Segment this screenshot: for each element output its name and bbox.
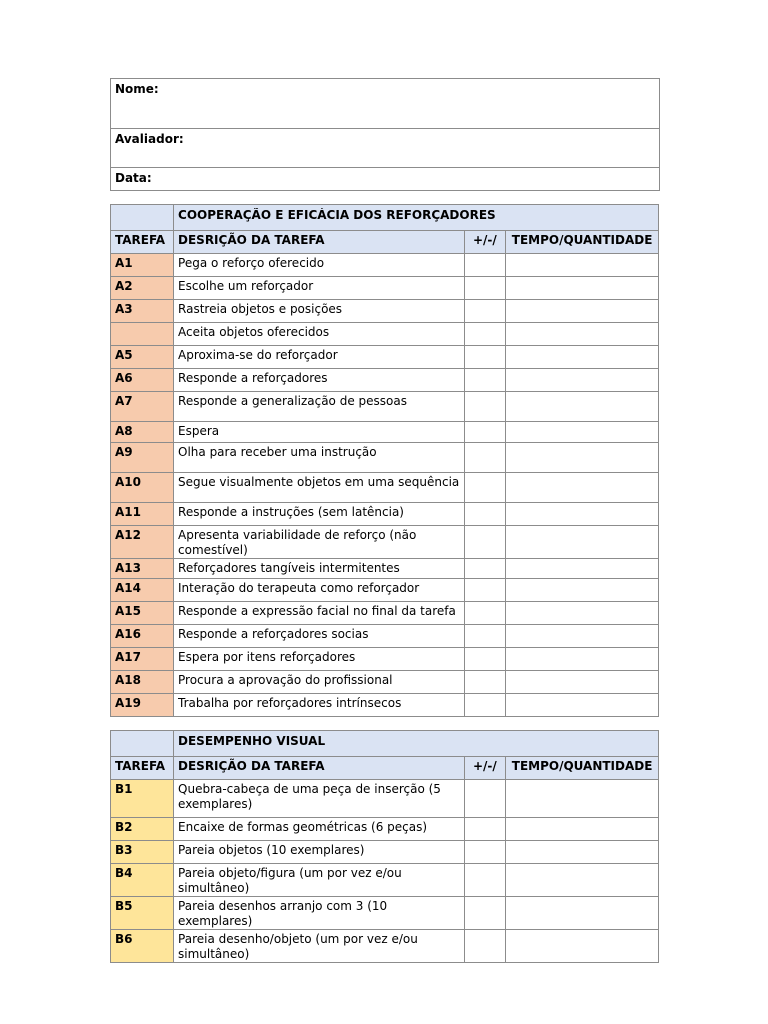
task-description: Escolhe um reforçador (178, 279, 314, 293)
tempo-cell[interactable] (506, 346, 659, 369)
task-code: A3 (111, 300, 174, 323)
col-score: +/-/ (472, 759, 497, 773)
score-cell[interactable] (464, 897, 506, 930)
task-code: B6 (111, 930, 174, 963)
tempo-cell[interactable] (506, 443, 659, 473)
task-description: Interação do terapeuta como reforçador (178, 581, 420, 595)
tempo-cell[interactable] (506, 648, 659, 671)
tempo-cell[interactable] (506, 254, 659, 277)
task-description: Apresenta variabilidade de reforço (não comestível) (178, 528, 417, 557)
score-cell[interactable] (464, 443, 506, 473)
score-cell[interactable] (464, 625, 506, 648)
task-code: B4 (111, 864, 174, 897)
tempo-cell[interactable] (506, 671, 659, 694)
col-tempo: TEMPO/QUANTIDADE (506, 231, 659, 254)
task-description: Rastreia objetos e posições (178, 302, 343, 316)
section-a-table (110, 204, 659, 717)
task-code: B2 (111, 818, 174, 841)
score-cell[interactable] (464, 559, 506, 579)
task-description: Segue visualmente objetos em uma sequência (178, 475, 460, 489)
task-row (111, 864, 659, 897)
nome-label: Nome: (115, 82, 159, 96)
task-description: Pareia desenho/objeto (um por vez e/ou simultâneo) (178, 932, 418, 961)
task-code: A6 (111, 369, 174, 392)
task-description: Pareia objeto/figura (um por vez e/ou simultâneo) (178, 866, 402, 895)
task-description: Responde a expressão facial no final da tarefa (178, 604, 456, 618)
task-row (111, 559, 659, 579)
task-description: Olha para receber uma instrução (178, 445, 377, 459)
avaliador-label: Avaliador: (115, 132, 184, 146)
task-description: Responde a reforçadores socias (178, 627, 369, 641)
score-cell[interactable] (464, 392, 506, 422)
tempo-cell[interactable] (506, 300, 659, 323)
task-code: A9 (111, 443, 174, 473)
task-description: Espera (178, 424, 220, 438)
task-code (111, 323, 174, 346)
tempo-cell[interactable] (506, 323, 659, 346)
task-description: Responde a reforçadores (178, 371, 328, 385)
task-code: A12 (111, 526, 174, 559)
col-desc: DESRIÇÃO DA TAREFA (174, 231, 465, 254)
tempo-cell[interactable] (506, 559, 659, 579)
col-tarefa: TAREFA (111, 757, 174, 780)
task-code: A16 (111, 625, 174, 648)
tempo-cell[interactable] (506, 369, 659, 392)
task-code: A17 (111, 648, 174, 671)
task-description: Pareia desenhos arranjo com 3 (10 exemplares) (178, 899, 388, 928)
tempo-cell[interactable] (506, 864, 659, 897)
task-code: A13 (111, 559, 174, 579)
task-code: A7 (111, 392, 174, 422)
task-description: Responde a generalização de pessoas (178, 394, 407, 408)
section-a-header-row (111, 231, 659, 254)
task-row (111, 671, 659, 694)
task-row (111, 694, 659, 717)
task-row (111, 422, 659, 443)
section-a-title: COOPERAÇÃO E EFICÁCIA DOS REFORÇADORES (178, 208, 496, 222)
task-code: B3 (111, 841, 174, 864)
task-row (111, 648, 659, 671)
score-cell[interactable] (464, 864, 506, 897)
task-row (111, 579, 659, 602)
task-row (111, 443, 659, 473)
task-row (111, 369, 659, 392)
task-row (111, 930, 659, 963)
section-b-title-row (111, 731, 659, 757)
score-cell[interactable] (464, 671, 506, 694)
data-label: Data: (115, 171, 152, 185)
task-code: A11 (111, 503, 174, 526)
tempo-cell[interactable] (506, 780, 659, 818)
task-code: A5 (111, 346, 174, 369)
avaliador-field[interactable] (111, 129, 660, 168)
score-cell[interactable] (464, 694, 506, 717)
task-description: Reforçadores tangíveis intermitentes (178, 561, 400, 575)
task-row (111, 602, 659, 625)
col-tarefa: TAREFA (111, 231, 174, 254)
tempo-cell[interactable] (506, 841, 659, 864)
task-description: Pareia objetos (10 exemplares) (178, 843, 365, 857)
task-row (111, 473, 659, 503)
tempo-cell[interactable] (506, 473, 659, 503)
task-code: A15 (111, 602, 174, 625)
task-description: Espera por itens reforçadores (178, 650, 356, 664)
task-row (111, 841, 659, 864)
assessment-form (110, 78, 659, 963)
score-cell[interactable] (464, 369, 506, 392)
task-description: Pega o reforço oferecido (178, 256, 325, 270)
task-description: Responde a instruções (sem latência) (178, 505, 404, 519)
score-cell[interactable] (464, 841, 506, 864)
tempo-cell[interactable] (506, 277, 659, 300)
task-row (111, 346, 659, 369)
tempo-cell[interactable] (506, 694, 659, 717)
score-cell[interactable] (464, 930, 506, 963)
score-cell[interactable] (464, 602, 506, 625)
tempo-cell[interactable] (506, 625, 659, 648)
task-row (111, 526, 659, 559)
score-cell[interactable] (464, 277, 506, 300)
score-cell[interactable] (464, 780, 506, 818)
score-cell[interactable] (464, 300, 506, 323)
identification-table (110, 78, 660, 191)
section-b-table (110, 730, 659, 963)
tempo-cell[interactable] (506, 526, 659, 559)
section-b-title: DESEMPENHO VISUAL (174, 731, 659, 757)
tempo-cell[interactable] (506, 422, 659, 443)
tempo-cell[interactable] (506, 818, 659, 841)
score-cell[interactable] (464, 818, 506, 841)
score-cell[interactable] (464, 422, 506, 443)
task-row (111, 818, 659, 841)
task-row (111, 323, 659, 346)
task-row (111, 625, 659, 648)
section-b-header-row (111, 757, 659, 780)
task-code: A2 (111, 277, 174, 300)
task-row (111, 300, 659, 323)
task-code: A18 (111, 671, 174, 694)
score-cell[interactable] (464, 323, 506, 346)
task-row (111, 392, 659, 422)
score-cell[interactable] (464, 346, 506, 369)
score-cell[interactable] (464, 473, 506, 503)
task-description: Trabalha por reforçadores intrínsecos (178, 696, 402, 710)
tempo-cell[interactable] (506, 392, 659, 422)
task-description: Aceita objetos oferecidos (178, 325, 330, 339)
task-code: A1 (111, 254, 174, 277)
task-row (111, 254, 659, 277)
score-cell[interactable] (464, 503, 506, 526)
data-field[interactable] (111, 168, 660, 191)
task-row (111, 780, 659, 818)
tempo-cell[interactable] (506, 503, 659, 526)
tempo-cell[interactable] (506, 897, 659, 930)
task-description: Quebra-cabeça de uma peça de inserção (5 exemplares) (178, 782, 441, 811)
task-row (111, 897, 659, 930)
task-description: Aproxima-se do reforçador (178, 348, 338, 362)
nome-field[interactable] (111, 79, 660, 129)
task-code: A8 (111, 422, 174, 443)
task-code: B1 (111, 780, 174, 818)
task-row (111, 277, 659, 300)
tempo-cell[interactable] (506, 930, 659, 963)
task-row (111, 503, 659, 526)
col-desc: DESRIÇÃO DA TAREFA (174, 757, 465, 780)
task-description: Procura a aprovação do profissional (178, 673, 393, 687)
score-cell[interactable] (464, 254, 506, 277)
task-code: A19 (111, 694, 174, 717)
score-cell[interactable] (464, 648, 506, 671)
score-cell[interactable] (464, 579, 506, 602)
task-description: Encaixe de formas geométricas (6 peças) (178, 820, 428, 834)
task-code: B5 (111, 897, 174, 930)
section-a-title-row (111, 205, 659, 231)
col-score: +/-/ (472, 233, 497, 247)
score-cell[interactable] (464, 526, 506, 559)
col-tempo: TEMPO/QUANTIDADE (506, 757, 659, 780)
tempo-cell[interactable] (506, 579, 659, 602)
tempo-cell[interactable] (506, 602, 659, 625)
task-code: A14 (111, 579, 174, 602)
task-code: A10 (111, 473, 174, 503)
